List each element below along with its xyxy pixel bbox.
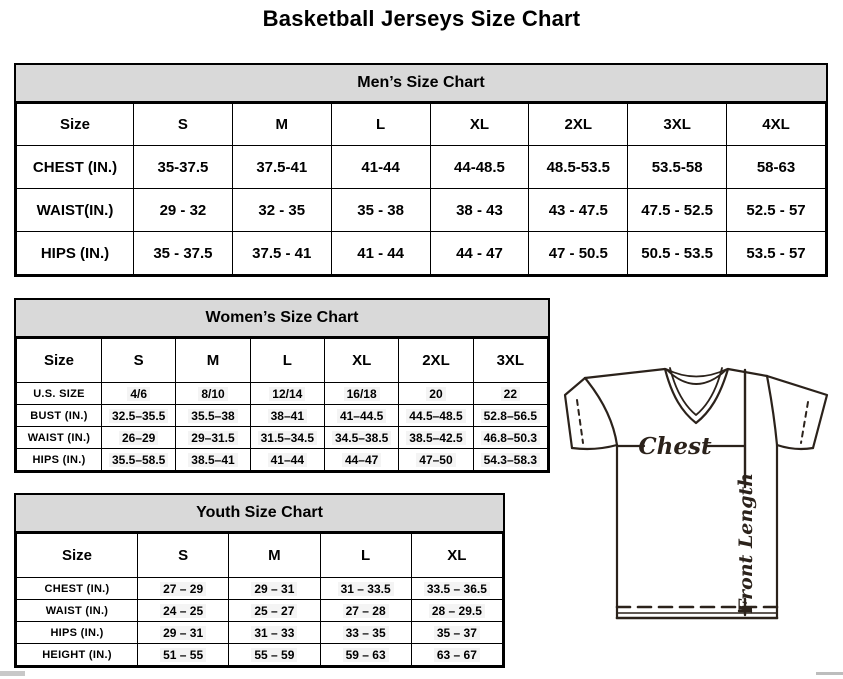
- cell-value: 44.5–48.5: [406, 409, 465, 423]
- table-row: [17, 383, 548, 405]
- cell-value: 27 – 29: [160, 582, 206, 596]
- table-row: [17, 622, 503, 644]
- jersey-diagram-icon: [555, 353, 843, 645]
- cell-value: 29–31.5: [188, 431, 237, 445]
- table-cell: [324, 383, 398, 405]
- cell-value: 32.5–35.5: [109, 409, 168, 423]
- column-header: L: [331, 104, 430, 146]
- table-cell: [229, 578, 320, 600]
- table-cell: [134, 146, 233, 189]
- mens-chart-title: Men’s Size Chart: [16, 65, 826, 103]
- table-cell: [473, 427, 547, 449]
- column-header: L: [250, 339, 324, 383]
- cell-value: 63 – 67: [434, 648, 480, 662]
- column-header: XL: [411, 534, 502, 578]
- table-cell: [529, 232, 628, 275]
- cell-value: 35-37.5: [157, 158, 209, 176]
- size-header-row: [17, 534, 503, 578]
- table-cell: [250, 449, 324, 471]
- horizontal-scrollbar-right[interactable]: [816, 672, 843, 675]
- cell-value: 35 - 38: [357, 201, 404, 219]
- table-cell: [138, 578, 229, 600]
- table-cell: [473, 449, 547, 471]
- column-header: S: [138, 534, 229, 578]
- cell-value: 8/10: [198, 387, 227, 401]
- row-label: WAIST (IN.): [17, 600, 138, 622]
- table-row: [17, 449, 548, 471]
- cell-value: 43 - 47.5: [548, 201, 608, 219]
- table-row: [17, 146, 826, 189]
- column-header: M: [232, 104, 331, 146]
- cell-value: 38 - 43: [456, 201, 503, 219]
- table-row: [17, 600, 503, 622]
- size-header-row: [17, 339, 548, 383]
- table-cell: [399, 449, 473, 471]
- cell-value: 44–47: [342, 453, 381, 467]
- table-cell: [430, 146, 529, 189]
- cell-value: 44 - 47: [456, 244, 503, 262]
- cell-value: 31 – 33.5: [338, 582, 394, 596]
- table-cell: [628, 189, 727, 232]
- chest-label: Chest: [638, 433, 712, 460]
- youth-chart-title: Youth Size Chart: [16, 495, 503, 533]
- womens-chart-title: Women’s Size Chart: [16, 300, 548, 338]
- column-header: 4XL: [727, 104, 826, 146]
- table-row: [17, 644, 503, 666]
- jersey-measurement-diagram: [555, 353, 843, 645]
- row-label: HIPS (IN.): [17, 449, 102, 471]
- size-header-row: [17, 104, 826, 146]
- cell-value: 46.8–50.3: [481, 431, 540, 445]
- column-header: 3XL: [473, 339, 547, 383]
- column-header: 2XL: [529, 104, 628, 146]
- table-cell: [102, 427, 176, 449]
- cell-value: 58-63: [756, 158, 796, 176]
- cell-value: 31.5–34.5: [258, 431, 317, 445]
- table-cell: [727, 146, 826, 189]
- front-length-label: Front Length: [735, 472, 757, 614]
- table-cell: [430, 189, 529, 232]
- cell-value: 31 – 33: [251, 626, 297, 640]
- table-cell: [628, 232, 727, 275]
- column-header: S: [102, 339, 176, 383]
- table-cell: [529, 189, 628, 232]
- table-cell: [320, 600, 411, 622]
- cell-value: 34.5–38.5: [332, 431, 391, 445]
- column-header: XL: [430, 104, 529, 146]
- table-cell: [232, 232, 331, 275]
- cell-value: 52.5 - 57: [746, 201, 806, 219]
- table-cell: [727, 189, 826, 232]
- table-row: [17, 427, 548, 449]
- youth-size-table: [16, 533, 503, 666]
- table-cell: [411, 644, 502, 666]
- table-row: [17, 189, 826, 232]
- table-cell: [138, 644, 229, 666]
- table-cell: [324, 427, 398, 449]
- horizontal-scrollbar-left[interactable]: [0, 671, 25, 676]
- row-label: CHEST (IN.): [17, 146, 134, 189]
- cell-value: 35.5–58.5: [109, 453, 168, 467]
- table-cell: [473, 405, 547, 427]
- table-cell: [411, 578, 502, 600]
- table-cell: [331, 146, 430, 189]
- table-cell: [250, 405, 324, 427]
- cell-value: 44-48.5: [454, 158, 505, 176]
- cell-value: 47.5 - 52.5: [641, 201, 713, 219]
- table-cell: [134, 189, 233, 232]
- table-cell: [232, 146, 331, 189]
- column-header: 2XL: [399, 339, 473, 383]
- table-cell: [134, 232, 233, 275]
- cell-value: 48.5-53.5: [546, 158, 610, 176]
- table-cell: [411, 600, 502, 622]
- table-cell: [320, 622, 411, 644]
- cell-value: 52.8–56.5: [481, 409, 540, 423]
- column-header: Size: [17, 534, 138, 578]
- cell-value: 51 – 55: [160, 648, 206, 662]
- column-header: XL: [324, 339, 398, 383]
- cell-value: 41 - 44: [357, 244, 404, 262]
- row-label: HEIGHT (IN.): [17, 644, 138, 666]
- womens-size-table: [16, 338, 548, 471]
- table-cell: [628, 146, 727, 189]
- cell-value: 29 – 31: [251, 582, 297, 596]
- cell-value: 35 – 37: [434, 626, 480, 640]
- column-header: M: [229, 534, 320, 578]
- mens-size-chart: [14, 63, 828, 277]
- cell-value: 29 – 31: [160, 626, 206, 640]
- table-cell: [232, 189, 331, 232]
- row-label: CHEST (IN.): [17, 578, 138, 600]
- column-header: Size: [17, 339, 102, 383]
- table-cell: [138, 622, 229, 644]
- cell-value: 4/6: [127, 387, 150, 401]
- table-cell: [399, 427, 473, 449]
- cell-value: 54.3–58.3: [481, 453, 540, 467]
- cell-value: 12/14: [269, 387, 305, 401]
- page-title: Basketball Jerseys Size Chart: [262, 6, 581, 31]
- cell-value: 50.5 - 53.5: [641, 244, 713, 262]
- cell-value: 35.5–38: [188, 409, 237, 423]
- table-cell: [727, 232, 826, 275]
- row-label: WAIST (IN.): [17, 427, 102, 449]
- cell-value: 32 - 35: [258, 201, 306, 219]
- cell-value: 20: [426, 387, 445, 401]
- cell-value: 47 - 50.5: [548, 244, 608, 262]
- cell-value: 22: [501, 387, 520, 401]
- cell-value: 24 – 25: [160, 604, 206, 618]
- row-label: HIPS (IN.): [17, 232, 134, 275]
- row-label: WAIST(IN.): [17, 189, 134, 232]
- table-cell: [138, 600, 229, 622]
- table-cell: [331, 232, 430, 275]
- cell-value: 41–44.5: [337, 409, 386, 423]
- table-cell: [176, 449, 250, 471]
- column-header: 3XL: [628, 104, 727, 146]
- column-header: S: [134, 104, 233, 146]
- table-row: [17, 232, 826, 275]
- cell-value: 38.5–41: [188, 453, 237, 467]
- womens-size-chart: [14, 298, 550, 473]
- cell-value: 25 – 27: [251, 604, 297, 618]
- youth-size-chart: [14, 493, 505, 668]
- cell-value: 38–41: [268, 409, 307, 423]
- cell-value: 33.5 – 36.5: [424, 582, 490, 596]
- table-cell: [176, 383, 250, 405]
- table-cell: [229, 644, 320, 666]
- cell-value: 37.5-41: [256, 158, 308, 176]
- cell-value: 55 – 59: [251, 648, 297, 662]
- table-cell: [229, 622, 320, 644]
- mens-size-table: [16, 103, 826, 275]
- table-cell: [529, 146, 628, 189]
- cell-value: 53.5 - 57: [746, 244, 806, 262]
- cell-value: 41-44: [361, 158, 400, 176]
- table-cell: [250, 427, 324, 449]
- cell-value: 41–44: [268, 453, 307, 467]
- table-cell: [320, 578, 411, 600]
- table-cell: [473, 383, 547, 405]
- table-cell: [411, 622, 502, 644]
- table-cell: [320, 644, 411, 666]
- table-cell: [399, 383, 473, 405]
- cell-value: 16/18: [344, 387, 380, 401]
- table-cell: [102, 449, 176, 471]
- cell-value: 29 - 32: [159, 201, 207, 219]
- table-row: [17, 578, 503, 600]
- table-cell: [176, 427, 250, 449]
- table-cell: [324, 449, 398, 471]
- table-cell: [250, 383, 324, 405]
- cell-value: 35 - 37.5: [153, 244, 213, 262]
- column-header: Size: [17, 104, 134, 146]
- row-label: BUST (IN.): [17, 405, 102, 427]
- cell-value: 27 – 28: [343, 604, 389, 618]
- table-cell: [331, 189, 430, 232]
- table-cell: [176, 405, 250, 427]
- cell-value: 47–50: [416, 453, 455, 467]
- table-cell: [229, 600, 320, 622]
- table-cell: [430, 232, 529, 275]
- table-cell: [399, 405, 473, 427]
- column-header: L: [320, 534, 411, 578]
- row-label: U.S. SIZE: [17, 383, 102, 405]
- cell-value: 28 – 29.5: [429, 604, 485, 618]
- table-row: [17, 405, 548, 427]
- cell-value: 53.5-58: [651, 158, 703, 176]
- cell-value: 33 – 35: [343, 626, 389, 640]
- cell-value: 59 – 63: [343, 648, 389, 662]
- table-cell: [102, 405, 176, 427]
- cell-value: 37.5 - 41: [252, 244, 312, 262]
- cell-value: 26–29: [119, 431, 158, 445]
- table-cell: [102, 383, 176, 405]
- table-cell: [324, 405, 398, 427]
- column-header: M: [176, 339, 250, 383]
- row-label: HIPS (IN.): [17, 622, 138, 644]
- cell-value: 38.5–42.5: [406, 431, 465, 445]
